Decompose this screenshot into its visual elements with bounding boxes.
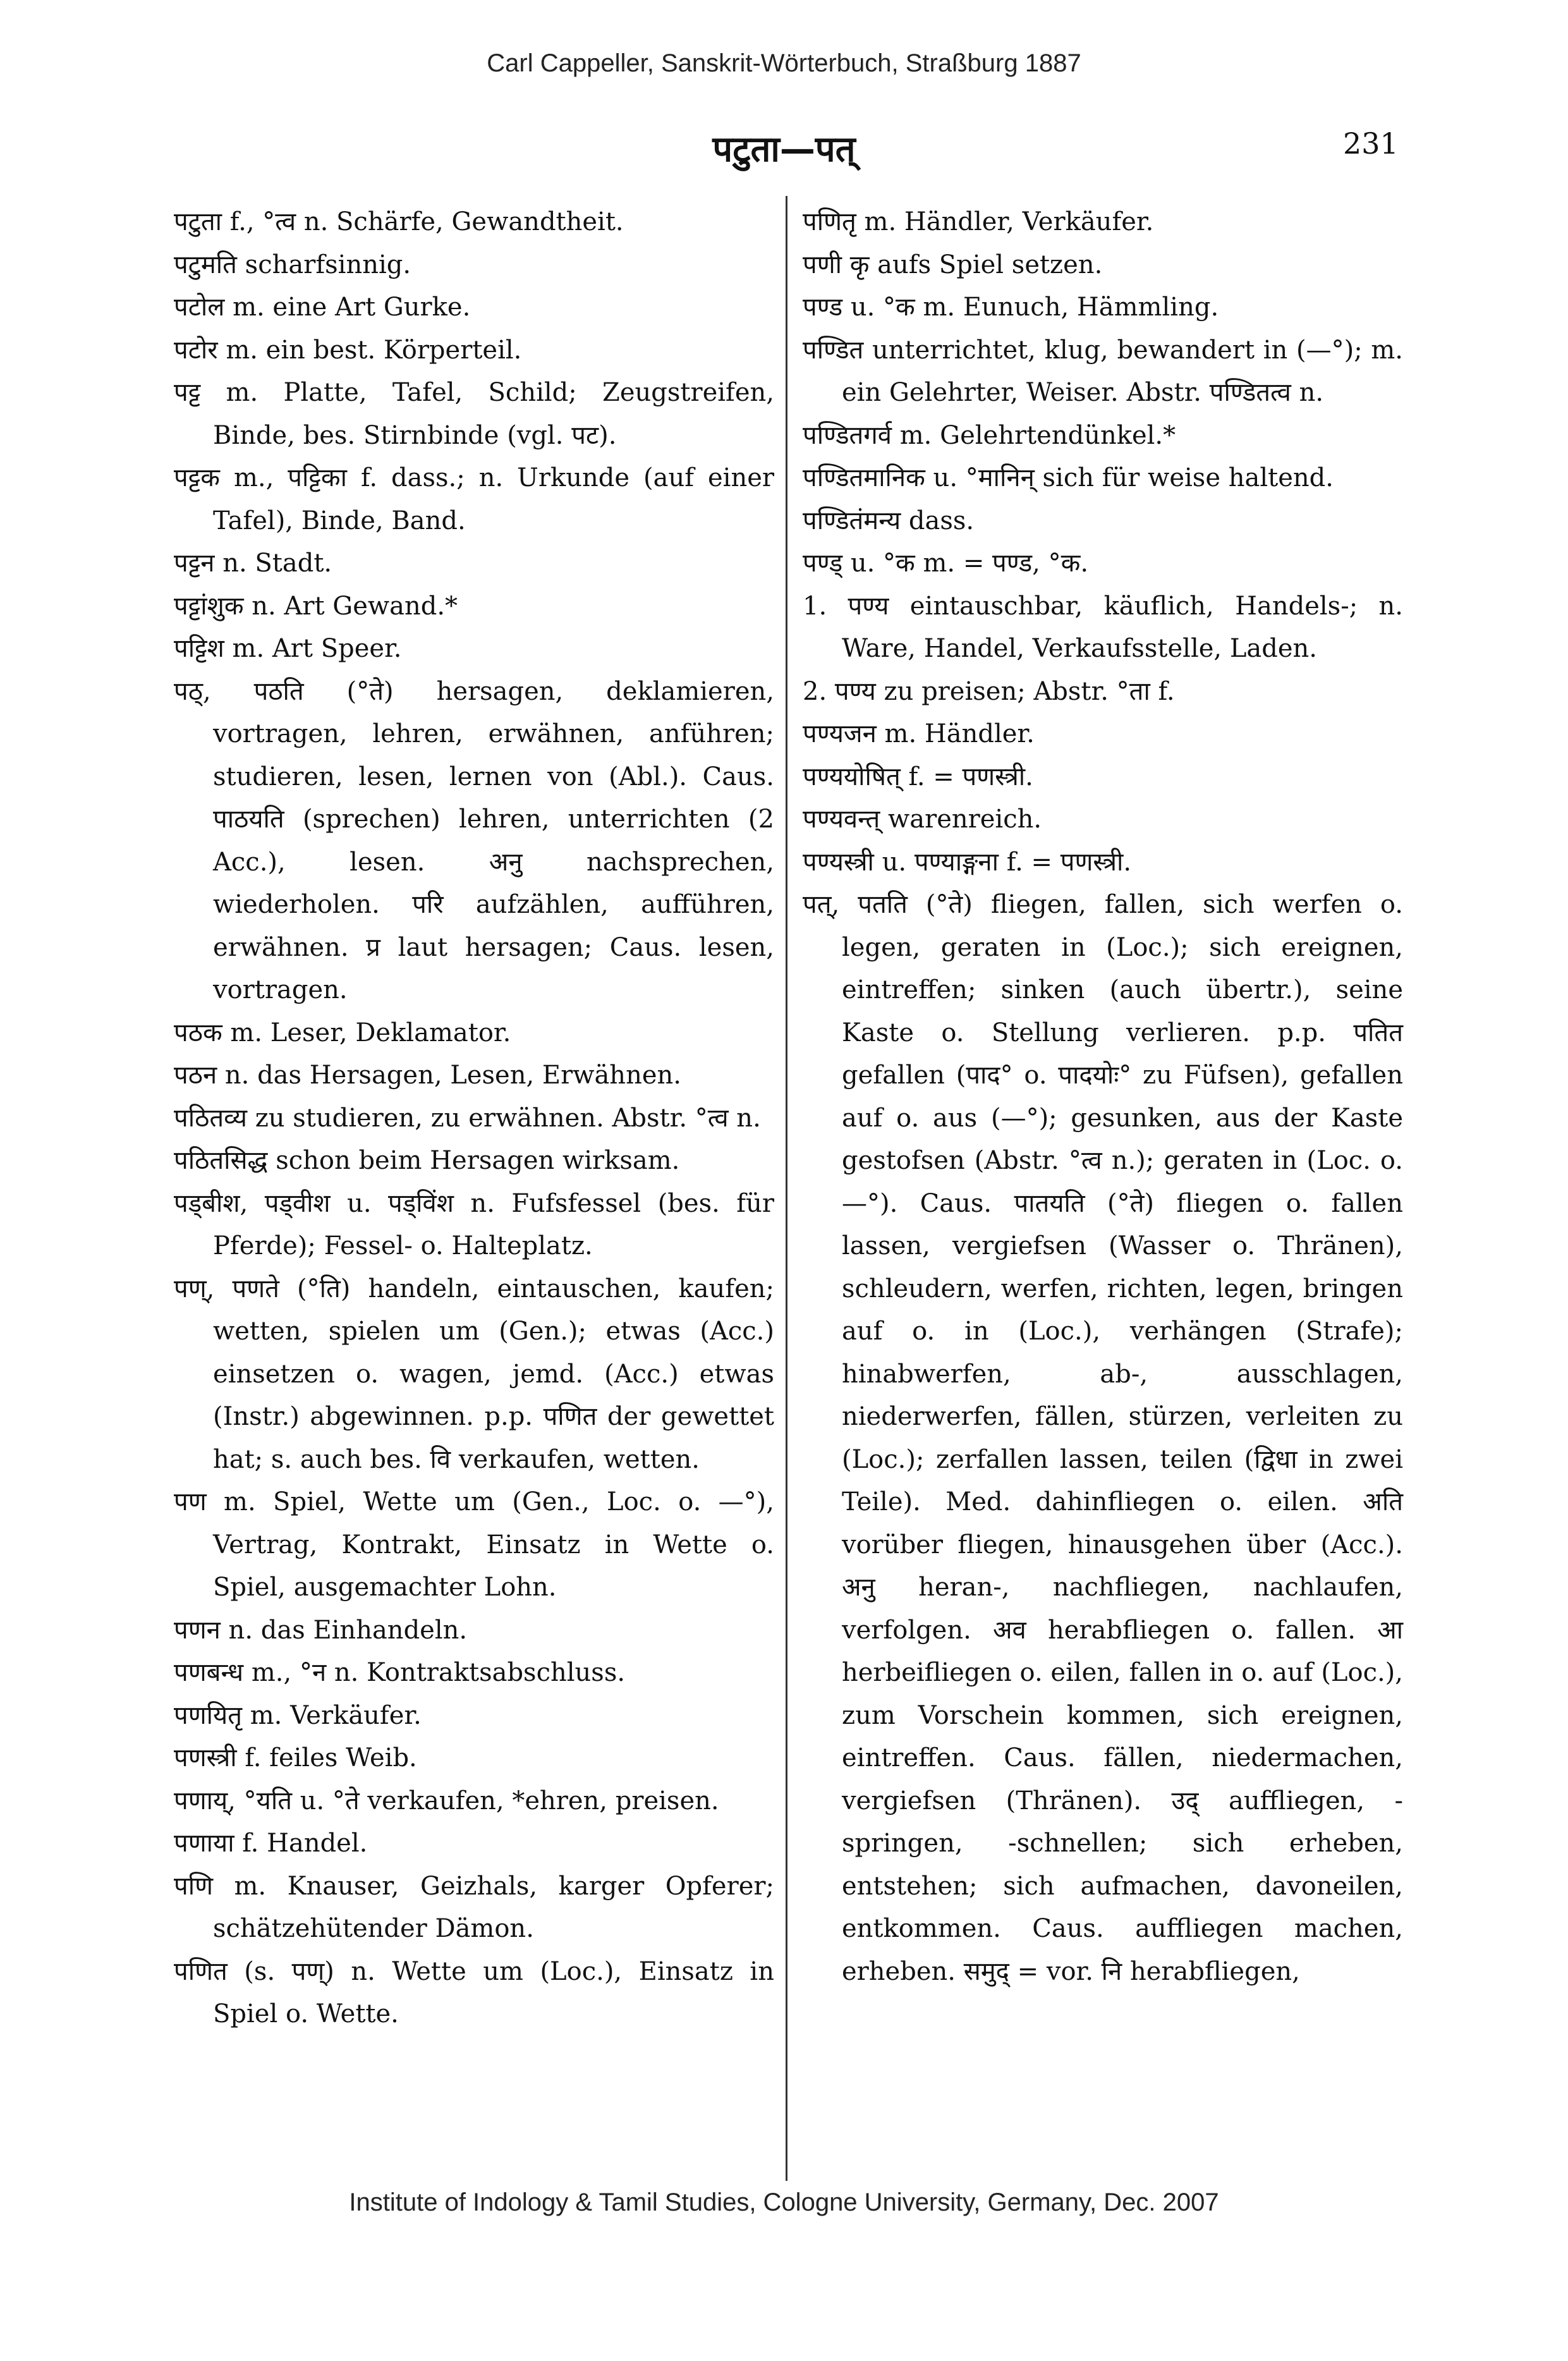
dictionary-entry: पण्यवन्त् warenreich. <box>803 805 1042 834</box>
dictionary-entry: पण्, पणते (°ति) handeln, eintauschen, kaufen; wetten, spielen um (Gen.); etwas (Acc.) einsetzen o. wagen, jemd. (Acc.) etwas (Instr.) abgewinnen. p.p. पणित der gewettet hat; s. auch bes. वि verkaufen, wetten. <box>174 1274 774 1474</box>
dictionary-entry: पण्डितगर्व m. Gelehrtendünkel.* <box>803 420 1176 450</box>
dictionary-entry: पण्डितमानिक u. °मानिन् sich für weise haltend. <box>803 463 1334 492</box>
dictionary-entry: पट्टक m., पट्टिका f. dass.; n. Urkunde (auf einer Tafel), Binde, Band. <box>174 463 774 535</box>
dictionary-entry: पणी कृ aufs Spiel setzen. <box>803 250 1103 279</box>
dictionary-entry: पणबन्ध m., °न n. Kontraktsabschluss. <box>174 1658 626 1687</box>
dictionary-entry: पत्, पतति (°ते) fliegen, fallen, sich werfen o. legen, geraten in (Loc.); sich ereignen, eintreffen; sinken (auch übertr.), seine Kaste o. Stellung verlieren. p.p. पतित gefallen (पाद° o. पादयोः° zu Füfsen), gefallen auf o. aus (—°); gesunken, aus der Kaste gestofsen (Abstr. °त्व n.); geraten in (Loc. o. —°). Caus. पातयति (°ते) fliegen o. fallen lassen, vergiefsen (Wasser o. Thränen), schleudern, werfen, richten, legen, bringen auf o. in (Loc.), verhängen (Strafe); hinabwerfen, ab-, ausschlagen, niederwerfen, fällen, stürzen, verleiten zu (Loc.); zerfallen lassen, teilen (द्विधा in zwei Teile). Med. dahinfliegen o. eilen. अति vorüber fliegen, hinausgehen über (Acc.). अनु heran-, nachfliegen, nachlaufen, verfolgen. अव herabfliegen o. fallen. आ herbeifliegen o. eilen, fallen in o. auf (Loc.), zum Vorschein kommen, sich ereignen, eintreffen. Caus. fällen, niedermachen, vergiefsen (Thränen). उद् auffliegen, -springen, -schnellen; sich erheben, entstehen; sich aufmachen, davoneilen, entkommen. Caus. auffliegen machen, erheben. समुद् = vor. नि herabfliegen, <box>803 890 1403 1986</box>
dictionary-entry: पणित (s. पण्) n. Wette um (Loc.), Einsatz in Spiel o. Wette. <box>174 1956 774 2029</box>
right-column <box>803 201 1403 1993</box>
dictionary-entry: पठन n. das Hersagen, Lesen, Erwähnen. <box>174 1061 681 1090</box>
dictionary-entry: पण्डितंमन्य dass. <box>803 506 975 535</box>
dictionary-entry: पणाय्, °यति u. °ते verkaufen, *ehren, preisen. <box>174 1786 719 1815</box>
dictionary-entry: पणितृ m. Händler, Verkäufer. <box>803 207 1154 236</box>
dictionary-entry: पट्ट m. Platte, Tafel, Schild; Zeugstreifen, Binde, bes. Stirnbinde (vgl. पट). <box>174 378 774 450</box>
dictionary-entry: पण्यजन m. Händler. <box>803 719 1035 748</box>
dictionary-entry: पठितव्य zu studieren, zu erwähnen. Abstr. °त्व n. <box>174 1103 761 1133</box>
dictionary-entry: पणयितृ m. Verkäufer. <box>174 1700 422 1730</box>
dictionary-entry: पण्यस्त्री u. पण्याङ्गना f. = पणस्त्री. <box>803 847 1132 877</box>
dictionary-entry: 1. पण्य eintauschbar, käuflich, Handels-; n. Ware, Handel, Verkaufsstelle, Laden. <box>803 591 1403 663</box>
dictionary-entry: पट्टन n. Stadt. <box>174 549 332 578</box>
left-column <box>174 201 774 2036</box>
dictionary-entry: पणस्त्री f. feiles Weib. <box>174 1743 417 1772</box>
dictionary-entry: पटोल m. eine Art Gurke. <box>174 293 471 322</box>
dictionary-entry: पण्ययोषित् f. = पणस्त्री. <box>803 762 1033 791</box>
dictionary-entry: 2. पण्य zu preisen; Abstr. °ता f. <box>803 676 1175 706</box>
dictionary-entry: पण m. Spiel, Wette um (Gen., Loc. o. —°), Vertrag, Kontrakt, Einsatz in Wette o. Spiel, ausgemachter Lohn. <box>174 1487 774 1602</box>
dictionary-entry: पठक m. Leser, Deklamator. <box>174 1018 511 1047</box>
dictionary-entry: पण्ड u. °क m. Eunuch, Hämmling. <box>803 293 1219 322</box>
dictionary-entry: पट्टांशुक n. Art Gewand.* <box>174 591 458 621</box>
page-credit-footer: Institute of Indology & Tamil Studies, Cologne University, Germany, Dec. 2007 <box>349 2188 1219 2216</box>
dictionary-entry: पण्डित unterrichtet, klug, bewandert in (—°); m. ein Gelehrter, Weiser. Abstr. पण्डितत्व n. <box>803 335 1403 407</box>
dictionary-entry: पठ्, पठति (°ते) hersagen, deklamieren, vortragen, lehren, erwähnen, anführen; studieren, lesen, lernen von (Abl.). Caus. पाठयति (sprechen) lehren, unterrichten (2 Acc.), lesen. अनु nachsprechen, wiederholen. परि aufzählen, aufführen, erwähnen. प्र laut hersagen; Caus. lesen, vortragen. <box>174 676 774 1004</box>
dictionary-entry: पणाया f. Handel. <box>174 1829 368 1858</box>
dictionary-entry: पटोर m. ein best. Körperteil. <box>174 335 522 365</box>
page-number: 231 <box>1343 126 1399 161</box>
dictionary-entry: पण्ड् u. °क m. = पण्ड, °क. <box>803 549 1089 578</box>
dictionary-entry: पटुमति scharfsinnig. <box>174 250 411 279</box>
dictionary-entry: पटुता f., °त्व n. Schärfe, Gewandtheit. <box>174 207 624 236</box>
dictionary-entry: पठितसिद्ध schon beim Hersagen wirksam. <box>174 1146 680 1175</box>
dictionary-entry: पणि m. Knauser, Geizhals, karger Opferer; schätzehütender Dämon. <box>174 1871 774 1943</box>
dictionary-entry: पड्बीश, पड्वीश u. पड्विंश n. Fufsfessel (bes. für Pferde); Fessel- o. Halteplatz. <box>174 1188 774 1260</box>
page-credit-header: Carl Cappeller, Sanskrit-Wörterbuch, Straßburg 1887 <box>487 49 1081 77</box>
column-divider <box>786 196 787 2181</box>
dictionary-entry: पट्टिश m. Art Speer. <box>174 634 402 663</box>
dictionary-entry: पणन n. das Einhandeln. <box>174 1615 468 1645</box>
page-headword: पटुता—पत् <box>712 129 856 170</box>
